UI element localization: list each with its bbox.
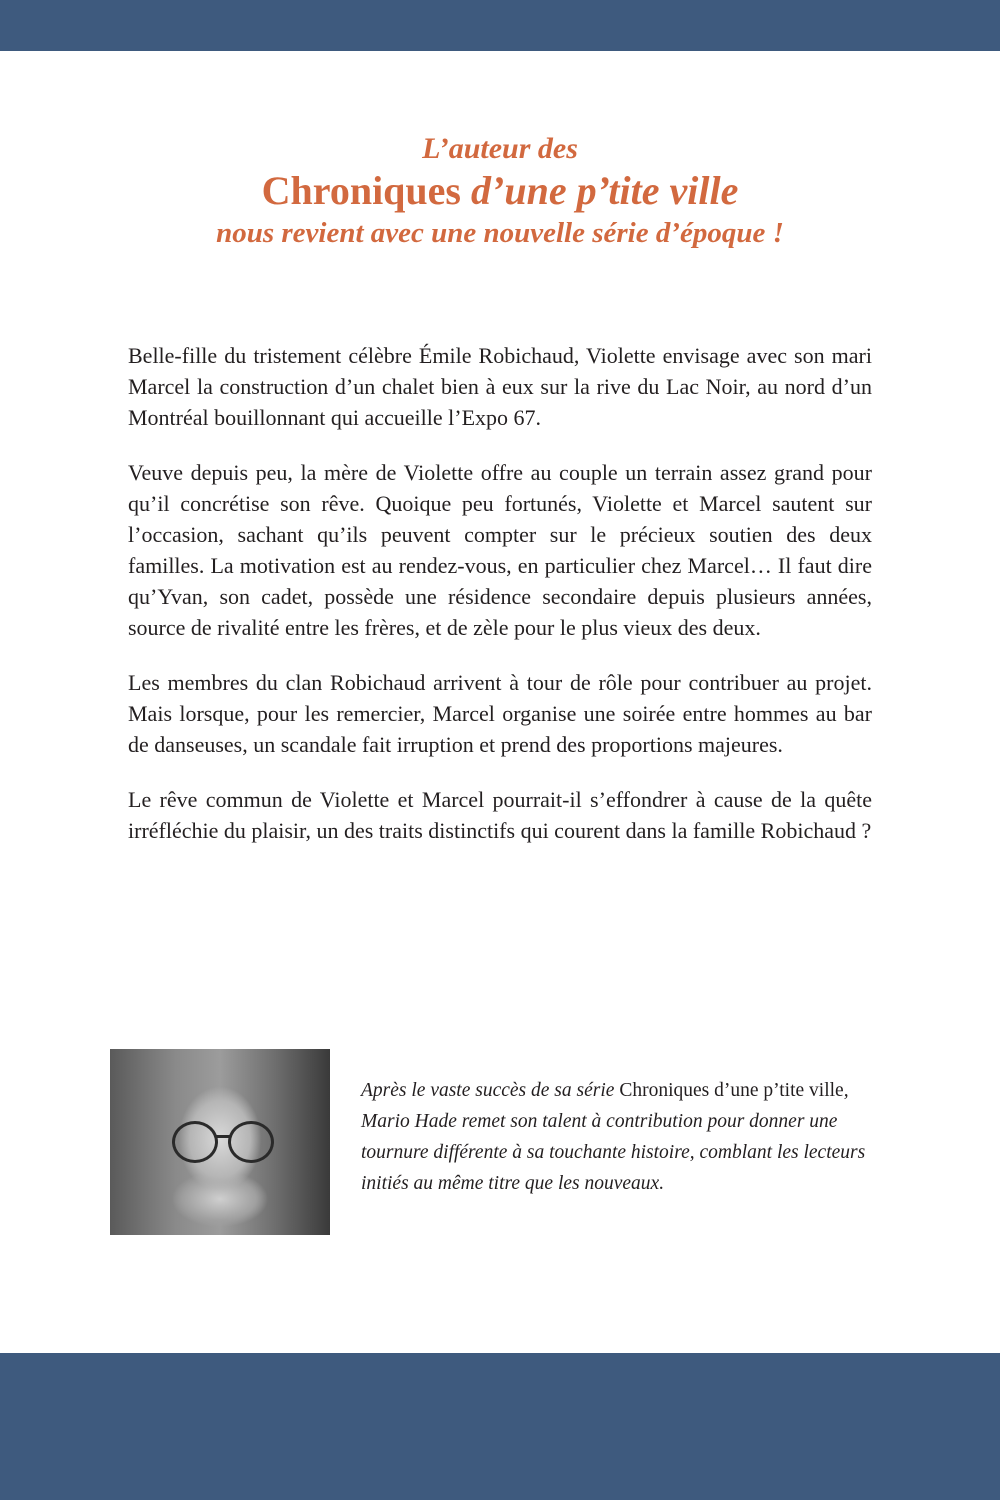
blurb-series-title: Chroniques d’une p’tite ville: [619, 1080, 844, 1101]
series-title-italic: d’une p’tite ville: [471, 168, 739, 213]
synopsis-paragraph: Veuve depuis peu, la mère de Violette offre au couple un terrain assez grand pour qu’il concrétise son rêve. Quoique peu fortunés, Violette et Marcel sautent sur l’occasion, sachant qu’ils peuvent compter sur le précieux soutien des deux familles. La motivation est au rendez-vous, en particulier chez Marcel… Il faut dire qu’Yvan, son cadet, possède une résidence secondaire depuis plusieurs années, source de rivalité entre les frères, et de zèle pour le plus vieux des deux.: [128, 460, 872, 640]
blurb-italic-1: Après le vaste succès de sa série: [361, 1080, 620, 1101]
author-blurb: [361, 1075, 881, 1199]
headline: [0, 132, 1000, 250]
synopsis-paragraph: Les membres du clan Robichaud arrivent à tour de rôle pour contribuer au projet. Mais lorsque, pour les remercier, Marcel organise une soirée entre hommes au bar de danseuses, un scandale fait irruption et prend des proportions majeures.: [128, 670, 872, 757]
author-photo: [110, 1049, 330, 1235]
synopsis-paragraph: Le rêve commun de Violette et Marcel pourrait-il s’effondrer à cause de la quête irréfléchie du plaisir, un des traits distinctifs qui courent dans la famille Robichaud ?: [128, 787, 872, 843]
headline-line-3: nous revient avec une nouvelle série d’époque !: [216, 217, 784, 249]
glasses-right-lens: [228, 1121, 274, 1163]
blurb-italic-2: , Mario Hade remet son talent à contribution pour donner une tournure différente à sa touchante histoire, comblant les lecteurs initiés au même titre que les nouveaux.: [361, 1080, 866, 1194]
headline-series-title: [0, 168, 1000, 214]
bottom-color-band: [0, 1353, 1000, 1500]
series-title-regular: Chroniques: [261, 168, 471, 213]
glasses-left-lens: [172, 1121, 218, 1163]
headline-line-1: L’auteur des: [422, 132, 578, 165]
synopsis: [128, 340, 872, 870]
top-color-band: [0, 0, 1000, 51]
synopsis-paragraph: Belle-fille du tristement célèbre Émile Robichaud, Violette envisage avec son mari Marcel la construction d’un chalet bien à eux sur la rive du Lac Noir, au nord d’un Montréal bouillonnant qui accueille l’Expo 67.: [128, 343, 872, 430]
